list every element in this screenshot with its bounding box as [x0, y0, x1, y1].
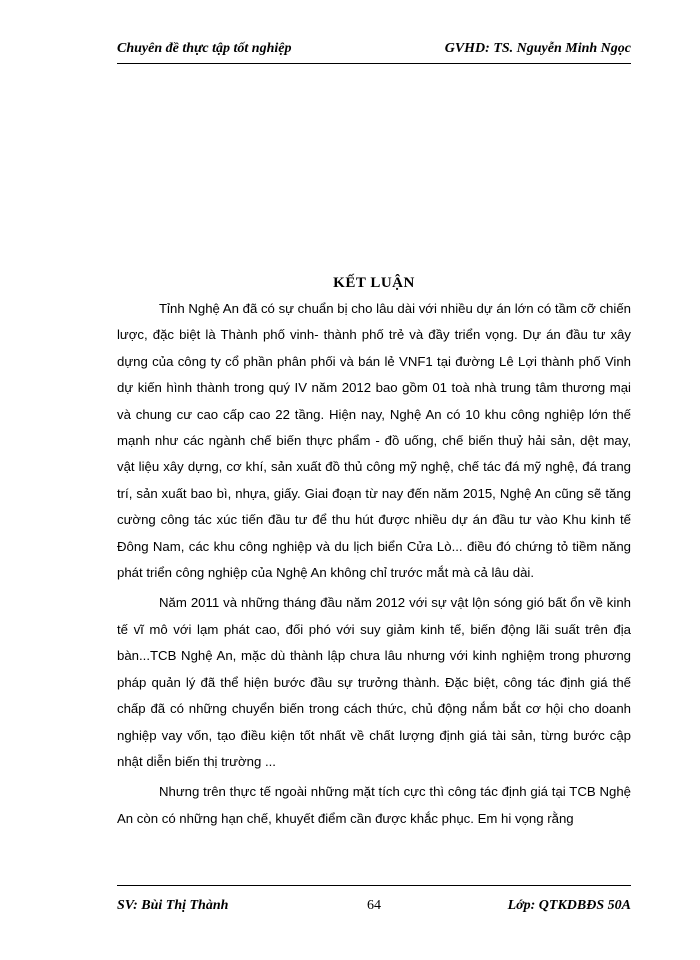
page-header	[117, 39, 631, 61]
paragraph: Nhưng trên thực tế ngoài những mặt tích cực thì công tác định giá tại TCB Nghệ An còn có những hạn chế, khuyết điểm cần được khắc phục. Em hi vọng rằng	[117, 784, 631, 826]
footer-class: Lớp: QTKDBĐS 50A	[507, 898, 631, 913]
body-text	[117, 296, 631, 836]
page-footer	[117, 898, 631, 918]
header-divider	[117, 63, 631, 64]
section-title: KẾT LUẬN	[333, 275, 415, 291]
header-document-title: Chuyên đề thực tập tốt nghiệp	[117, 41, 292, 56]
paragraph: Năm 2011 và những tháng đầu năm 2012 với sự vật lộn sóng gió bất ổn về kinh tế vĩ mô với lạm phát cao, đối phó với suy giảm kinh tế, biến động lãi suất trên địa bàn...TCB Nghệ An, mặc dù thành lập chưa lâu nhưng với kinh nghiệm trong phương pháp quản lý đã thể hiện bước đầu sự trưởng thành. Đặc biệt, công tác định giá thế chấp đã có những chuyển biến trong cách thức, chủ động nắm bắt cơ hội cho doanh nghiệp vay vốn, tạo điều kiện tốt nhất về chất lượng định giá tài sản, từng bước cập nhật diễn biến thị trường ...	[117, 595, 631, 769]
footer-divider	[117, 885, 631, 886]
header-supervisor: GVHD: TS. Nguyễn Minh Ngọc	[444, 41, 631, 56]
page-number: 64	[367, 898, 381, 913]
footer-student: SV: Bùi Thị Thành	[117, 898, 229, 913]
paragraph: Tỉnh Nghệ An đã có sự chuẩn bị cho lâu dài với nhiều dự án lớn có tầm cỡ chiến lược, đặc biệt là Thành phố vinh- thành phố trẻ và đầy triển vọng. Dự án đầu tư xây dựng của công ty cổ phần phân phối và bán lẻ VNF1 tại đường Lê Lợi thành phố Vinh dự kiến hình thành trong quý IV năm 2012 bao gồm 01 toà nhà trung tâm thương mại và chung cư cao cấp cao 22 tầng. Hiện nay, Nghệ An có 10 khu công nghiệp lớn thế mạnh như các ngành chế biến thực phẩm - đồ uống, chế biến thuỷ hải sản, dệt may, vật liệu xây dựng, cơ khí, sản xuất đồ thủ công mỹ nghệ, chế tác đá mỹ nghệ, đá trang trí, sản xuất bao bì, nhựa, giấy. Giai đoạn từ nay đến năm 2015, Nghệ An cũng sẽ tăng cường công tác xúc tiến đầu tư để thu hút được nhiều dự án đầu tư vào Khu kinh tế Đông Nam, các khu công nghiệp và du lịch biển Cửa Lò... điều đó chứng tỏ tiềm năng phát triển công nghiệp của Nghệ An không chỉ trước mắt mà cả lâu dài.	[117, 301, 631, 581]
